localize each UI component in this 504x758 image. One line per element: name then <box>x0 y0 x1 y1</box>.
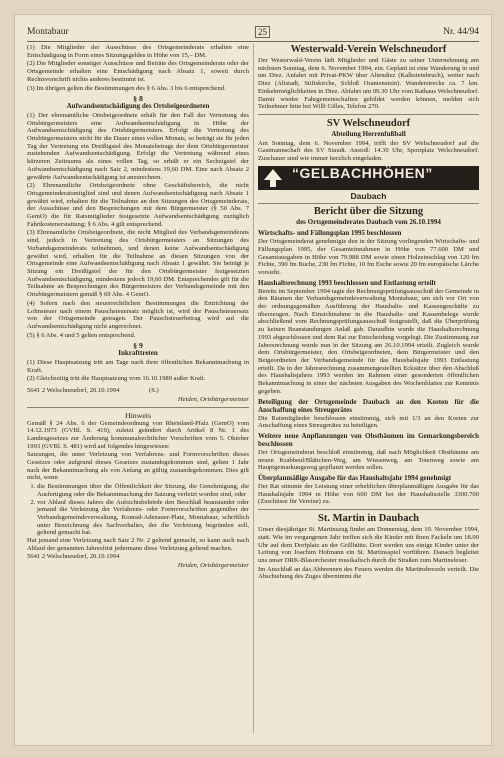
paragraph: (1) Die Mitglieder der Ausschüsse des Ortsgemeinderats erhalten eine Entschädigung in Form eines Sitzungsgeldes in Höhe von 15,– DM. <box>27 44 249 59</box>
item-heading: Beteiligung der Ortsgemeinde Daubach an den Kosten für die Anschaffung eines Streugerätes <box>258 397 479 414</box>
header-rule <box>27 41 479 42</box>
paragraph: (3) Ehrenamtliche Ortsbeigeordnete, die nicht Mitglied des Verbandsgemeinderats sind, jedoch in Vertretung des Ortsbürgermeisters an Sitzungen des Verbandsgemeinderats teilnehmen, und denen keine Aufwandsentschädigung gewährt wird, erhalten für die Teilnahme an diesen Sitzungen von der Ortsgemeinde eine Aufwandsentschädigung nach Absatz 1 gewährt. Sie beträgt je Sitzung ein Dreißigstel der für den Ortsbürgermeister festgesetzten Aufwandsentschädigung, mindestens jedoch 19,60 DM. Entsprechendes gilt für die Teilnahme an Besprechungen des Bürgermeisters der Verbandsgemeinde mit den Ortsbürgermeistern gemäß § 69 Abs. 4 GemO. <box>27 229 249 299</box>
paragraph: (3) Im übrigen gelten die Bestimmungen des § 6 Abs. 3 bis 6 entsprechend. <box>27 84 226 92</box>
signature: Heiden, Ortsbürgermeister <box>177 395 249 403</box>
section-banner <box>258 166 479 190</box>
paragraph: (4) Sofern nach den steuerrechtlichen Bestimmungen die Entrichtung der Lohnsteuer nach einem Pauschsteuersatz möglich ist, wird der Pauschsteuersatz von der Ortsgemeinde getragen. Der Pauschsteuerbetrag wird auf die Aufwandsentschädigung nicht angerechnet. <box>27 299 249 330</box>
paragraph: Der Ortsgemeinderat beschloß einstimmig, daß nach Möglichkeit Obstbäume am neuen Krabbeul/Blättchen-Weg, am Wiesenweg, am Totenweg sowie am Hauptgemarkungsweg gepflanzt werden sollen. <box>258 448 479 472</box>
paragraph: Die Ratsmitglieder beschlossen einstimmig, sich mit 1/3 an den Kosten zur Anschaffung eines Streugerätes zu beteiligen. <box>258 414 479 430</box>
paragraph: Im Anschluß an das Abbrennen des Feuers werden die Martinsbrezeln verteilt. Die Abschiebung des Zuges übernimmt die <box>258 565 479 581</box>
page-number: 25 <box>255 26 270 38</box>
section-title: Inkrafttreten <box>118 349 158 358</box>
notice-title: Hinweis <box>125 410 151 420</box>
header-town: Montabaur <box>27 27 69 37</box>
paragraph: Der Westerwald-Verein lädt Mitglieder und Gäste zu seiner Unternehmung am nächsten Sonntag, dem 6. November 1994, ein. Geplant ist eine Wanderung in und um Diez. Anfahrt mit Privat-PKW über Altendiez (Kalksteinbruch), weiter nach Diez (Altstadt, Stiftskirche, Schloß Oranienstein). Wanderstrecke ca. 7 km. Einkehrmöglichkeiten in Diez. Abfahrt um 09.30 Uhr vom Rathaus Welschneudorf. Damit wieder Fahrgemeinschaften gebildet werden können, melden sich Teilnehmer bitte bei Willi Gilles, Telefon 270. <box>258 57 479 111</box>
article-title: SV Welschneudorf <box>326 117 411 129</box>
list-item: 1. die Bestimmungen über die Öffentlichkeit der Sitzung, die Genehmigung, die Ausfertigung oder die Bekanntmachung der Satzung verletzt worden sind, oder <box>37 483 249 498</box>
page-header <box>27 26 479 40</box>
divider <box>258 114 479 115</box>
article-title: Bericht über die Sitzung <box>313 206 424 218</box>
section-title: Aufwandsentschädigung des Ortsbeigeordneten <box>66 102 210 111</box>
item-heading: Weitere neue Anpflanzungen von Obstbäumen im Gemarkungsbereich beschlossen <box>258 431 479 448</box>
paragraph: Am Sonntag, dem 6. November 1994, trifft der SV Welschneudorf auf die Gastmannschaft des SV Staudt. Anstoß: 14.30 Uhr, Sportplatz Welschneudorf. Zuschauer sind wie immer herzlich eingeladen. <box>258 139 479 163</box>
notice-list <box>27 483 249 537</box>
article-title: St. Martin in Daubach <box>318 513 419 525</box>
seal-mark: (S.) <box>149 387 159 395</box>
paragraph: Der Rat stimmte der Leistung einer erheblichen überplanmäßigen Ausgabe für das Haushaltsjahr 1994 in Höhe von 600 DM bei der Haushaltsstelle 3300.700 (Zuschüsse für Vereine) zu. <box>258 483 479 506</box>
paragraph: Gemäß § 24 Abs. 6 der Gemeindeordnung von Rheinland-Pfalz (GemO) vom 14.12.1973 (GVBl. S. 419), zuletzt geändert durch Artikel 8 Nr. 1 des Landesgesetzes zur Änderung kommunalrechtlicher Vorschriften vom 5. Oktober 1993 (GVBl. S. 481) wird auf folgendes hingewiesen: <box>27 419 249 450</box>
item-heading: Überplanmäßige Ausgabe für das Haushaltsjahr 1994 genehmigt <box>258 474 452 483</box>
paragraph: Unser diesjähriger St. Martinszug findet am Donnerstag, dem 10. November 1994, statt. Wie im vergangenen Jahr treffen sich die Kinder mit ihren Fackeln um 18.00 Uhr auf dem Dorfplatz an der Grillhütte. Dort werden uns einige Kinder unter der Leitung von Joachim Hofmann ein St. Martinsspiel vorführen. Danach begleitet uns unser DRK-Blasorchester musikalisch durch die Straßen zum Martinsfeuer. <box>258 526 479 564</box>
section-number: § 9 <box>133 341 143 351</box>
paragraph: Der Ortsgemeinderat genehmigte den in der Sitzung vorliegenden Wirtschafts- und Fällungsplan 1995, der Gesamteinnahmen in Höhe von 77.600 DM und Gesamtausgaben in Höhe von 79.988 DM sowie einen Holzeinschlag von 120 fm Fichte, 390 fm Buche, 230 fm Fichte, 10 fm Esche sowie 20 fm europäische Lärche vorsieht. <box>258 238 479 276</box>
signature: Heiden, Ortsbürgermeister <box>177 562 249 570</box>
right-column <box>258 44 479 735</box>
paragraph: (2) Gleichzeitig tritt die Hauptsatzung vom 16.10.1989 außer Kraft. <box>27 375 206 383</box>
arrow-up-icon <box>263 168 283 188</box>
paragraph: (2) Ehrenamtliche Ortsbeigeordnete ohne Geschäftsbereich, die nicht Ortsgemeinderatsmitglied sind und denen Aufwandsentschädigung nach Absatz 1 gewährt wird, erhalten für die Teilnahme an den Sitzungen des Ortsgemeinderats, der Ausschüsse und den Besprechungen mit dem Bürgermeister (§ 50 Abs. 7 GemO) die für Ratsmitglieder festgesetzte Aufwandsentschädigung zuzüglich Fahrtkostenerstattung; § 6 Abs. 4 gilt entsprechend. <box>27 182 249 228</box>
paragraph: (1) Diese Hauptsatzung tritt am Tage nach ihrer öffentlichen Bekanntmachung in Kraft. <box>27 359 249 374</box>
newspaper-page <box>14 14 492 746</box>
paragraph: (1) Der ehrenamtliche Ortsbeigeordnete erhält für den Fall der Vertretung des Ortsbürgermeisters eine Aufwandsentschädigung in Höhe der Aufwandsentschädigung des Ortsbürgermeisters. Erfolgt die Vertretung des Ortsbürgermeisters nicht für die Dauer eines vollen Monats, so beträgt sie für jeden Tag der Vertretung ein Dreißigstel des Monatsbetrags der dem Ortsbürgermeister zustehenden Aufwandsentschädigung. Erfolgt die Vertretung während eines kürzeren Zeitraums als eines vollen Tag, so erhält er ein Sechzigstel der Aufwandsentschädigung nach Satz 2, mindestens 19,60 DM. Eine nach Absatz 2 gewährte Aufwandsentschädigung ist anzurechnen. <box>27 111 249 181</box>
article-subtitle: des Ortsgemeinderates Daubach vom 26.10.1994 <box>296 218 441 227</box>
paragraph: Satzungen, die unter Verletzung von Verfahrens- und Formvorschriften dieses Gesetzes oder aufgrund dieses Gesetzes zustandegekommen sind, gelten 1 Jahr nach der Bekanntmachung als von Anfang an gültig zustandegekommen. Dies gilt nicht, wenn <box>27 451 249 482</box>
section-number: § 8 <box>133 94 143 104</box>
place-date: 5641 2 Welschneudorf, 20.10.1994 <box>27 553 120 561</box>
article-subtitle: Abteilung Herrenfußball <box>331 129 406 138</box>
banner-title: “GELBACHHÖHEN” <box>292 164 433 181</box>
paragraph: (5) § 6 Abs. 4 und 5 gelten entsprechend. <box>27 331 136 339</box>
divider <box>27 407 249 408</box>
left-column <box>27 44 249 735</box>
article-title: Westerwald-Verein Welschneudorf <box>290 44 447 55</box>
divider <box>258 509 479 510</box>
municipality-title: Daubach <box>258 190 479 205</box>
issue-number: Nr. 44/94 <box>443 27 479 37</box>
place-date: 5641 2 Welschneudorf, 20.10.1994 <box>27 387 120 395</box>
paragraph: Hat jemand eine Verletzung nach Satz 2 Nr. 2 geltend gemacht, so kann auch nach Ablauf der genannten Jahresfrist jedermann diese Verletzung geltend machen. <box>27 537 249 552</box>
paragraph: Bereits im September 1994 tagte der Rechnungsprüfungsausschuß der Gemeinde in den Räumen der Verbandsgemeindeverwaltung Montabaur, um sich vor Ort von der ordnungsgemäßen Ausführung der Haushalts- und Kassengeschäfte zu überzeugen. Nach Einsichtnahme in die Haushalts- und Kassenbelege wurde abschließend vom Rechnungsprüfungsausschuß festgestellt, daß die Überprüfung zu keinen Beanstandungen Anlaß gab. Daraufhin wurde die Haushaltsrechnung 1993 abgeschlossen und dem Rat zur Entscheidung vorgelegt. Die Zustimmung zur Jahresrechnung wurde nun in der Sitzung am 26.10.1994 erteilt. Zugleich wurde dem Ortsbürgermeister, den Ortsbeigeordneten, dem Bürgermeister und den Beigeordneten der Verbandsgemeinde für das Haushaltsjahr 1993 Entlastung erteilt. Da in der Jahresrechnung zusammengestellten Ecksätze über den Abschluß des Haushaltsjahres 1993 werden im Rahmen einer gesonderten öffentlichen Bekanntmachung in einer der nächsten Ausgaben des Wochenblattes zur Kenntnis gegeben. <box>258 287 479 395</box>
paragraph: (2) Die Mitglieder sonstiger Ausschüsse und Beiräte des Ortsgemeinderats oder der Ortsgemeinde erhalten eine Entschädigung nach Absatz 1, soweit durch Rechtsvorschrift nichts anderes bestimmt ist. <box>27 60 249 83</box>
list-item: 2. vor Ablauf dieses Jahres die Aufsichtsbehörde den Beschluß beanstandet oder jemand die Verletzung der Verfahrens- oder Formvorschriften gegenüber der Verbandsgemeindeverwaltung, Konrad-Adenauer-Platz, Montabaur, schriftlich unter Bezeichnung des Sachverhaltes, der die Verletzung begründen soll, geltend gemacht hat. <box>37 499 249 538</box>
date-line <box>27 387 249 395</box>
item-heading: Haushaltsrechnung 1993 beschlossen und Entlastung erteilt <box>258 278 436 287</box>
column-divider <box>253 44 254 733</box>
item-heading: Wirtschafts- und Fällungsplan 1995 beschlossen <box>258 229 402 238</box>
